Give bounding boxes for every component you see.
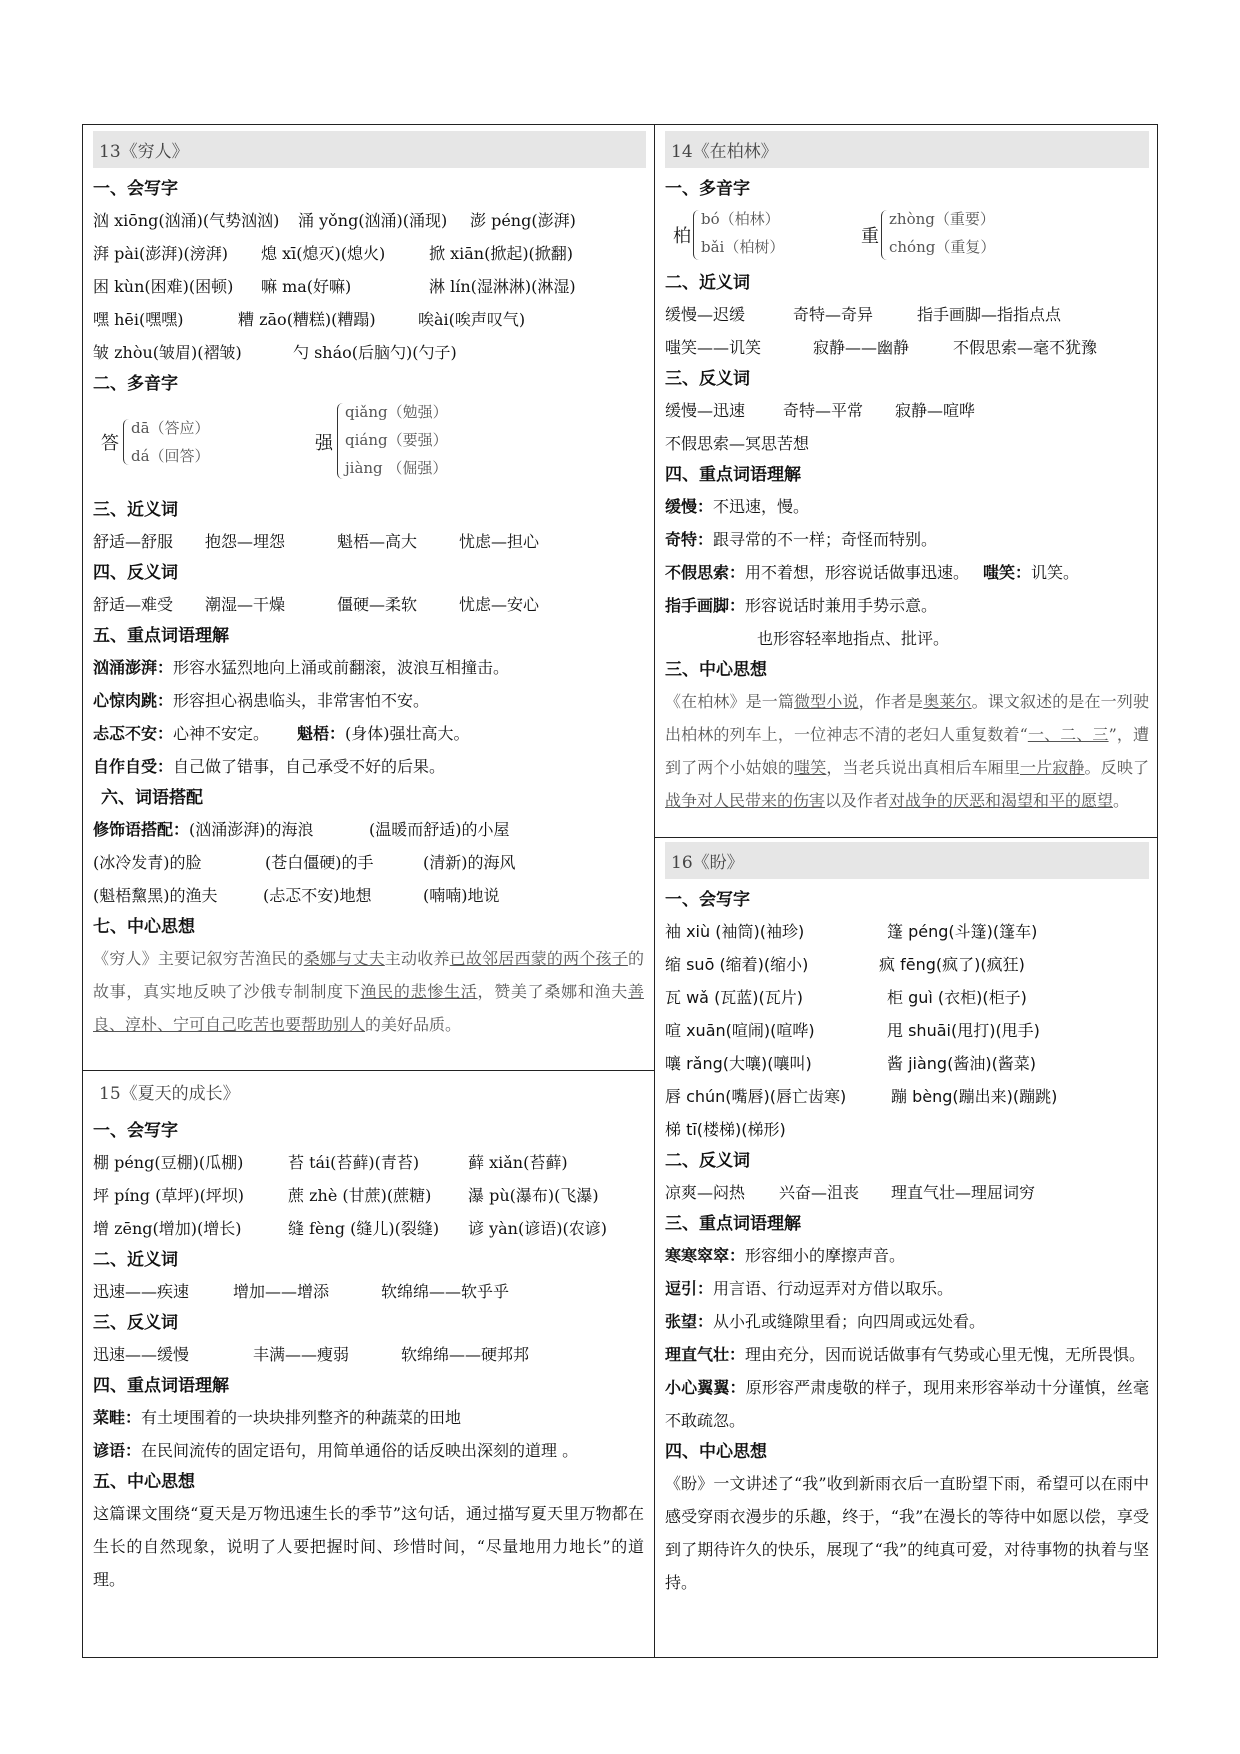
reading: zhòng（重要） bbox=[889, 210, 995, 228]
word-def bbox=[665, 523, 1149, 556]
char-entry: 勺 sháo(后脑勺)(勺子) bbox=[293, 343, 457, 362]
write-row bbox=[93, 1212, 644, 1245]
word-pair: 魁梧—高大 bbox=[337, 532, 418, 551]
word-pair: 僵硬—柔软 bbox=[337, 595, 418, 614]
antonyms bbox=[93, 588, 644, 621]
term: 不假思索： bbox=[665, 563, 746, 582]
definition: 形容担心祸患临头，非常害怕不安。 bbox=[173, 691, 430, 710]
term: 寒寒窣窣： bbox=[665, 1246, 746, 1265]
reading: bó（柏林） bbox=[701, 210, 780, 228]
char-entry: 蹦 bèng(蹦出来)(蹦跳) bbox=[891, 1087, 1058, 1106]
section-heading: 一、会写字 bbox=[665, 890, 750, 910]
term: 嗤笑： bbox=[983, 563, 1032, 582]
section-heading: 二、近义词 bbox=[665, 273, 750, 293]
write-row bbox=[93, 237, 644, 270]
char-entry: 嚷 rǎng(大嚷)(嚷叫) bbox=[665, 1054, 812, 1073]
synonyms bbox=[665, 331, 1149, 364]
word-def bbox=[93, 684, 644, 717]
char-entry: 谚 yàn(谚语)(农谚) bbox=[468, 1219, 607, 1238]
reading: dā（答应） bbox=[131, 419, 210, 437]
word-pair: 迅速——疾速 bbox=[93, 1282, 190, 1301]
section-heading: 三、反义词 bbox=[93, 1313, 178, 1333]
word-pair: 潮湿—干燥 bbox=[205, 595, 286, 614]
term: 汹涌澎湃： bbox=[93, 658, 174, 677]
write-row bbox=[93, 204, 644, 237]
write-chars bbox=[93, 204, 644, 369]
char-entry: 汹 xiōng(汹涌)(气势汹汹) bbox=[93, 211, 280, 230]
section-heading: 二、近义词 bbox=[93, 1250, 178, 1270]
write-row bbox=[93, 303, 644, 336]
word-pair: 理直气壮—理屈词穷 bbox=[891, 1183, 1036, 1202]
write-row bbox=[665, 915, 1149, 948]
word-def bbox=[665, 1272, 1149, 1305]
polyphone-char: 答 bbox=[101, 433, 119, 454]
char-entry: 涌 yǒng(汹涌)(涌现) bbox=[298, 211, 448, 230]
main-idea: 这篇课文围绕“夏天是万物迅速生长的季节”这句话，通过描写夏天里万物都在生长的自然现象，说明了人要把握时间、珍惜时间，“尽量地用力地长”的道理。 bbox=[93, 1504, 644, 1589]
section-heading: 二、多音字 bbox=[93, 374, 178, 394]
antonyms bbox=[665, 427, 1149, 460]
antonyms bbox=[93, 1338, 644, 1371]
char-entry: 瀑 pù(瀑布)(飞瀑) bbox=[468, 1186, 599, 1205]
word-pair: 凉爽—闷热 bbox=[665, 1183, 746, 1202]
word-pair: 缓慢—迟缓 bbox=[665, 305, 746, 324]
char-entry: 坪 píng (草坪)(坪坝) bbox=[93, 1186, 245, 1205]
lesson-title: 13《穷人》 bbox=[93, 131, 646, 168]
word-pair: 舒适—舒服 bbox=[93, 532, 174, 551]
definition: 用不着想，形容说话做事迅速。 bbox=[745, 563, 970, 582]
collocation: (喃喃)地说 bbox=[423, 886, 500, 905]
brace bbox=[693, 210, 700, 260]
char-entry: 嘛 ma(好嘛) bbox=[261, 277, 352, 296]
word-pair: 迅速——缓慢 bbox=[93, 1345, 190, 1364]
char-entry: 棚 péng(豆棚)(瓜棚) bbox=[93, 1153, 244, 1172]
write-row bbox=[665, 1047, 1149, 1080]
word-pair: 抱怨—埋怨 bbox=[205, 532, 286, 551]
write-row bbox=[93, 270, 644, 303]
definition: 不迅速，慢。 bbox=[713, 497, 810, 516]
collocation: (苍白僵硬)的手 bbox=[265, 853, 374, 872]
worksheet-table bbox=[82, 124, 1158, 1658]
collocation: (忐忑不安)地想 bbox=[263, 886, 372, 905]
term: 理直气壮： bbox=[665, 1345, 746, 1364]
char-entry: 皱 zhòu(皱眉)(褶皱) bbox=[93, 343, 242, 362]
char-entry: 酱 jiàng(酱油)(酱菜) bbox=[887, 1054, 1037, 1073]
term: 自作自受： bbox=[93, 757, 174, 776]
write-row bbox=[93, 1146, 644, 1179]
char-entry: 掀 xiān(掀起)(掀翻) bbox=[429, 244, 574, 263]
polyphone-block bbox=[93, 399, 644, 495]
term: 缓慢： bbox=[665, 497, 714, 516]
word-def bbox=[665, 1239, 1149, 1272]
word-pair: 软绵绵——硬邦邦 bbox=[401, 1345, 530, 1364]
definition: (身体)强壮高大。 bbox=[345, 724, 470, 743]
polyphone-char: 强 bbox=[315, 433, 333, 454]
char-entry: 嘿 hēi(嘿嘿) bbox=[93, 310, 184, 329]
lesson-14 bbox=[655, 125, 1159, 817]
definition: 自己做了错事，自己承受不好的后果。 bbox=[173, 757, 446, 776]
section-heading: 二、反义词 bbox=[665, 1151, 750, 1171]
word-pair: 不假思索—毫不犹豫 bbox=[953, 338, 1098, 357]
term: 菜畦： bbox=[93, 1408, 142, 1427]
collocation-row bbox=[93, 879, 644, 912]
term: 小心翼翼： bbox=[665, 1378, 746, 1397]
word-pair: 奇特—奇异 bbox=[793, 305, 874, 324]
section-heading: 一、会写字 bbox=[93, 1121, 178, 1141]
word-def bbox=[93, 651, 644, 684]
write-row bbox=[665, 981, 1149, 1014]
section-heading: 三、中心思想 bbox=[665, 660, 767, 680]
word-pair: 不假思索—冥思苦想 bbox=[665, 434, 810, 453]
definition: 形容细小的摩擦声音。 bbox=[745, 1246, 906, 1265]
section-heading: 四、反义词 bbox=[93, 563, 178, 583]
char-entry: 熄 xī(熄灭)(熄火) bbox=[261, 244, 386, 263]
main-idea: 《盼》一文讲述了“我”收到新雨衣后一直盼望下雨，希望可以在雨中感受穿雨衣漫步的乐趣，终于，“我”在漫长的等待中如愿以偿，享受到了期待许久的快乐，展现了“我”的纯真可爱，对待事物的执着与坚持。 bbox=[665, 1474, 1149, 1592]
term: 谚语： bbox=[93, 1441, 142, 1460]
reading: chóng（重复） bbox=[889, 238, 996, 256]
section-heading: 四、重点词语理解 bbox=[665, 465, 801, 485]
collocation: (清新)的海风 bbox=[423, 853, 516, 872]
collocation: (温暖而舒适)的小屋 bbox=[369, 820, 510, 839]
word-pair: 嗤笑——讥笑 bbox=[665, 338, 762, 357]
collocation: (冰冷发青)的脸 bbox=[93, 853, 202, 872]
word-pair: 忧虑—担心 bbox=[459, 532, 540, 551]
char-entry: 甩 shuāi(甩打)(甩手) bbox=[887, 1021, 1040, 1040]
main-idea: 《穷人》主要记叙穷苦渔民的桑娜与丈夫主动收养已故邻居西蒙的两个孩子的故事，真实地反映了沙俄专制制度下渔民的悲惨生活，赞美了桑娜和渔夫善良、淳朴、宁可自己吃苦也要帮助别人的美好品质。 bbox=[93, 949, 644, 1034]
lesson-16 bbox=[655, 838, 1159, 1599]
write-chars bbox=[665, 915, 1149, 1146]
word-pair: 舒适—难受 bbox=[93, 595, 174, 614]
char-entry: 瓦 wǎ (瓦蓝)(瓦片) bbox=[665, 988, 804, 1007]
main-idea: 《在柏林》是一篇微型小说，作者是奥莱尔。课文叙述的是在一列驶出柏林的列车上，一位神志不清的老妇人重复数着“一、二、三”，遭到了两个小姑娘的嗤笑，当老兵说出真相后车厢里一片寂静。反映了战争对人民带来的伤害以及作者对战争的厌恶和渴望和平的愿望。 bbox=[665, 692, 1149, 810]
definition: 在民间流传的固定语句，用简单通俗的话反映出深刻的道理 。 bbox=[141, 1441, 579, 1460]
word-def bbox=[93, 1434, 644, 1467]
char-entry: 袖 xiù (袖筒)(袖珍) bbox=[665, 922, 805, 941]
write-row bbox=[665, 1014, 1149, 1047]
collocation-row bbox=[93, 813, 644, 846]
term: 魁梧： bbox=[297, 724, 346, 743]
lesson-15 bbox=[83, 1071, 654, 1596]
word-pair: 忧虑—安心 bbox=[459, 595, 540, 614]
word-pair: 指手画脚—指指点点 bbox=[917, 305, 1062, 324]
char-entry: 唇 chún(嘴唇)(唇亡齿寒) bbox=[665, 1087, 847, 1106]
section-heading: 一、会写字 bbox=[93, 179, 178, 199]
collocation: (魁梧黧黑)的渔夫 bbox=[93, 886, 218, 905]
word-def-continued: 也形容轻率地指点、批评。 bbox=[757, 629, 950, 648]
write-row bbox=[93, 1179, 644, 1212]
lesson-title: 14《在柏林》 bbox=[665, 131, 1149, 168]
antonyms bbox=[665, 394, 1149, 427]
antonyms bbox=[665, 1176, 1149, 1209]
word-def bbox=[665, 1338, 1149, 1371]
synonyms bbox=[93, 1275, 644, 1308]
word-def bbox=[93, 717, 644, 750]
word-pair: 兴奋—沮丧 bbox=[779, 1183, 860, 1202]
char-entry: 湃 pài(澎湃)(滂湃) bbox=[93, 244, 228, 263]
reading: jiàng （倔强） bbox=[345, 459, 448, 477]
definition: 有土埂围着的一块块排列整齐的种蔬菜的田地 bbox=[141, 1408, 462, 1427]
word-pair: 奇特—平常 bbox=[783, 401, 864, 420]
polyphone-char: 重 bbox=[861, 226, 879, 247]
definition: 形容水猛烈地向上涌或前翻滚，波浪互相撞击。 bbox=[173, 658, 510, 677]
char-entry: 藓 xiǎn(苔藓) bbox=[468, 1153, 568, 1172]
word-def bbox=[665, 490, 1149, 523]
definition: 形容说话时兼用手势示意。 bbox=[745, 596, 938, 615]
write-row bbox=[665, 948, 1149, 981]
write-row bbox=[665, 1113, 1149, 1146]
definition: 用言语、行动逗弄对方借以取乐。 bbox=[713, 1279, 954, 1298]
char-entry: 苔 tái(苔藓)(青苔) bbox=[288, 1153, 420, 1172]
char-entry: 梯 tī(楼梯)(梯形) bbox=[665, 1120, 786, 1139]
char-entry: 柜 guì (衣柜)(柜子) bbox=[887, 988, 1027, 1007]
word-def bbox=[93, 1401, 644, 1434]
collocation-row bbox=[93, 846, 644, 879]
term: 张望： bbox=[665, 1312, 714, 1331]
collocation-label: 修饰语搭配： bbox=[93, 820, 190, 839]
section-heading: 三、近义词 bbox=[93, 500, 178, 520]
section-heading: 三、反义词 bbox=[665, 369, 750, 389]
reading: qiáng（要强） bbox=[345, 431, 448, 449]
char-entry: 糟 zāo(糟糕)(糟蹋) bbox=[238, 310, 376, 329]
write-row bbox=[93, 336, 644, 369]
word-def bbox=[665, 1371, 1149, 1437]
term: 心惊肉跳： bbox=[93, 691, 174, 710]
char-entry: 淋 lín(湿淋淋)(淋湿) bbox=[429, 277, 576, 296]
synonyms bbox=[93, 525, 644, 558]
word-pair: 增加——增添 bbox=[233, 1282, 330, 1301]
char-entry: 篷 péng(斗篷)(篷车) bbox=[887, 922, 1038, 941]
definition: 心神不安定。 bbox=[173, 724, 270, 743]
polyphone-char: 柏 bbox=[673, 226, 691, 247]
word-def bbox=[665, 589, 1149, 622]
char-entry: 蔗 zhè (甘蔗)(蔗糖) bbox=[288, 1186, 432, 1205]
brace bbox=[881, 210, 888, 260]
lesson-13 bbox=[83, 125, 654, 1041]
reading: dá（回答） bbox=[131, 447, 210, 465]
write-row bbox=[665, 1080, 1149, 1113]
char-entry: 增 zēng(增加)(增长) bbox=[93, 1219, 242, 1238]
word-pair: 寂静—喧哗 bbox=[895, 401, 976, 420]
term: 逗引： bbox=[665, 1279, 714, 1298]
lesson-title: 15《夏天的成长》 bbox=[93, 1073, 646, 1110]
word-def bbox=[93, 750, 644, 783]
char-entry: 唉ài(唉声叹气) bbox=[418, 310, 526, 329]
char-entry: 困 kùn(困难)(困顿) bbox=[93, 277, 234, 296]
section-heading: 一、多音字 bbox=[665, 179, 750, 199]
section-heading: 四、重点词语理解 bbox=[93, 1376, 229, 1396]
char-entry: 澎 péng(澎湃) bbox=[470, 211, 576, 230]
char-entry: 缝 fèng (缝儿)(裂缝) bbox=[288, 1219, 440, 1238]
section-heading: 七、中心思想 bbox=[93, 917, 195, 937]
term: 指手画脚： bbox=[665, 596, 746, 615]
word-pair: 寂静——幽静 bbox=[813, 338, 910, 357]
collocation: (汹涌澎湃)的海浪 bbox=[189, 820, 314, 839]
brace bbox=[337, 403, 344, 479]
word-pair: 软绵绵——软乎乎 bbox=[381, 1282, 510, 1301]
char-entry: 缩 suō (缩着)(缩小) bbox=[665, 955, 809, 974]
polyphone-block bbox=[665, 204, 1149, 268]
term: 奇特： bbox=[665, 530, 714, 549]
char-entry: 喧 xuān(喧闹)(喧哗) bbox=[665, 1021, 815, 1040]
definition: 理由充分，因而说话做事有气势或心里无愧，无所畏惧。 bbox=[745, 1345, 1146, 1364]
section-heading: 六、词语搭配 bbox=[101, 788, 203, 808]
section-heading: 四、中心思想 bbox=[665, 1442, 767, 1462]
word-pair: 缓慢—迅速 bbox=[665, 401, 746, 420]
definition: 从小孔或缝隙里看；向四周或远处看。 bbox=[713, 1312, 986, 1331]
definition: 讥笑。 bbox=[1031, 563, 1080, 582]
lesson-title: 16《盼》 bbox=[665, 842, 1149, 879]
definition: 跟寻常的不一样；奇怪而特别。 bbox=[713, 530, 938, 549]
word-pair: 丰满——瘦弱 bbox=[253, 1345, 350, 1364]
synonyms bbox=[665, 298, 1149, 331]
term: 忐忑不安： bbox=[93, 724, 174, 743]
reading: qiǎng（勉强） bbox=[345, 403, 448, 421]
char-entry: 疯 fēng(疯了)(疯狂) bbox=[879, 955, 1025, 974]
brace bbox=[123, 419, 130, 465]
section-heading: 五、重点词语理解 bbox=[93, 626, 229, 646]
word-def bbox=[665, 556, 1149, 589]
definition: 原形容严肃虔敬的样子，现用来形容举动十分谨慎，丝毫不敢疏忽。 bbox=[665, 1378, 1149, 1430]
section-heading: 五、中心思想 bbox=[93, 1472, 195, 1492]
reading: bǎi（柏树） bbox=[701, 238, 785, 256]
word-def bbox=[665, 1305, 1149, 1338]
section-heading: 三、重点词语理解 bbox=[665, 1214, 801, 1234]
